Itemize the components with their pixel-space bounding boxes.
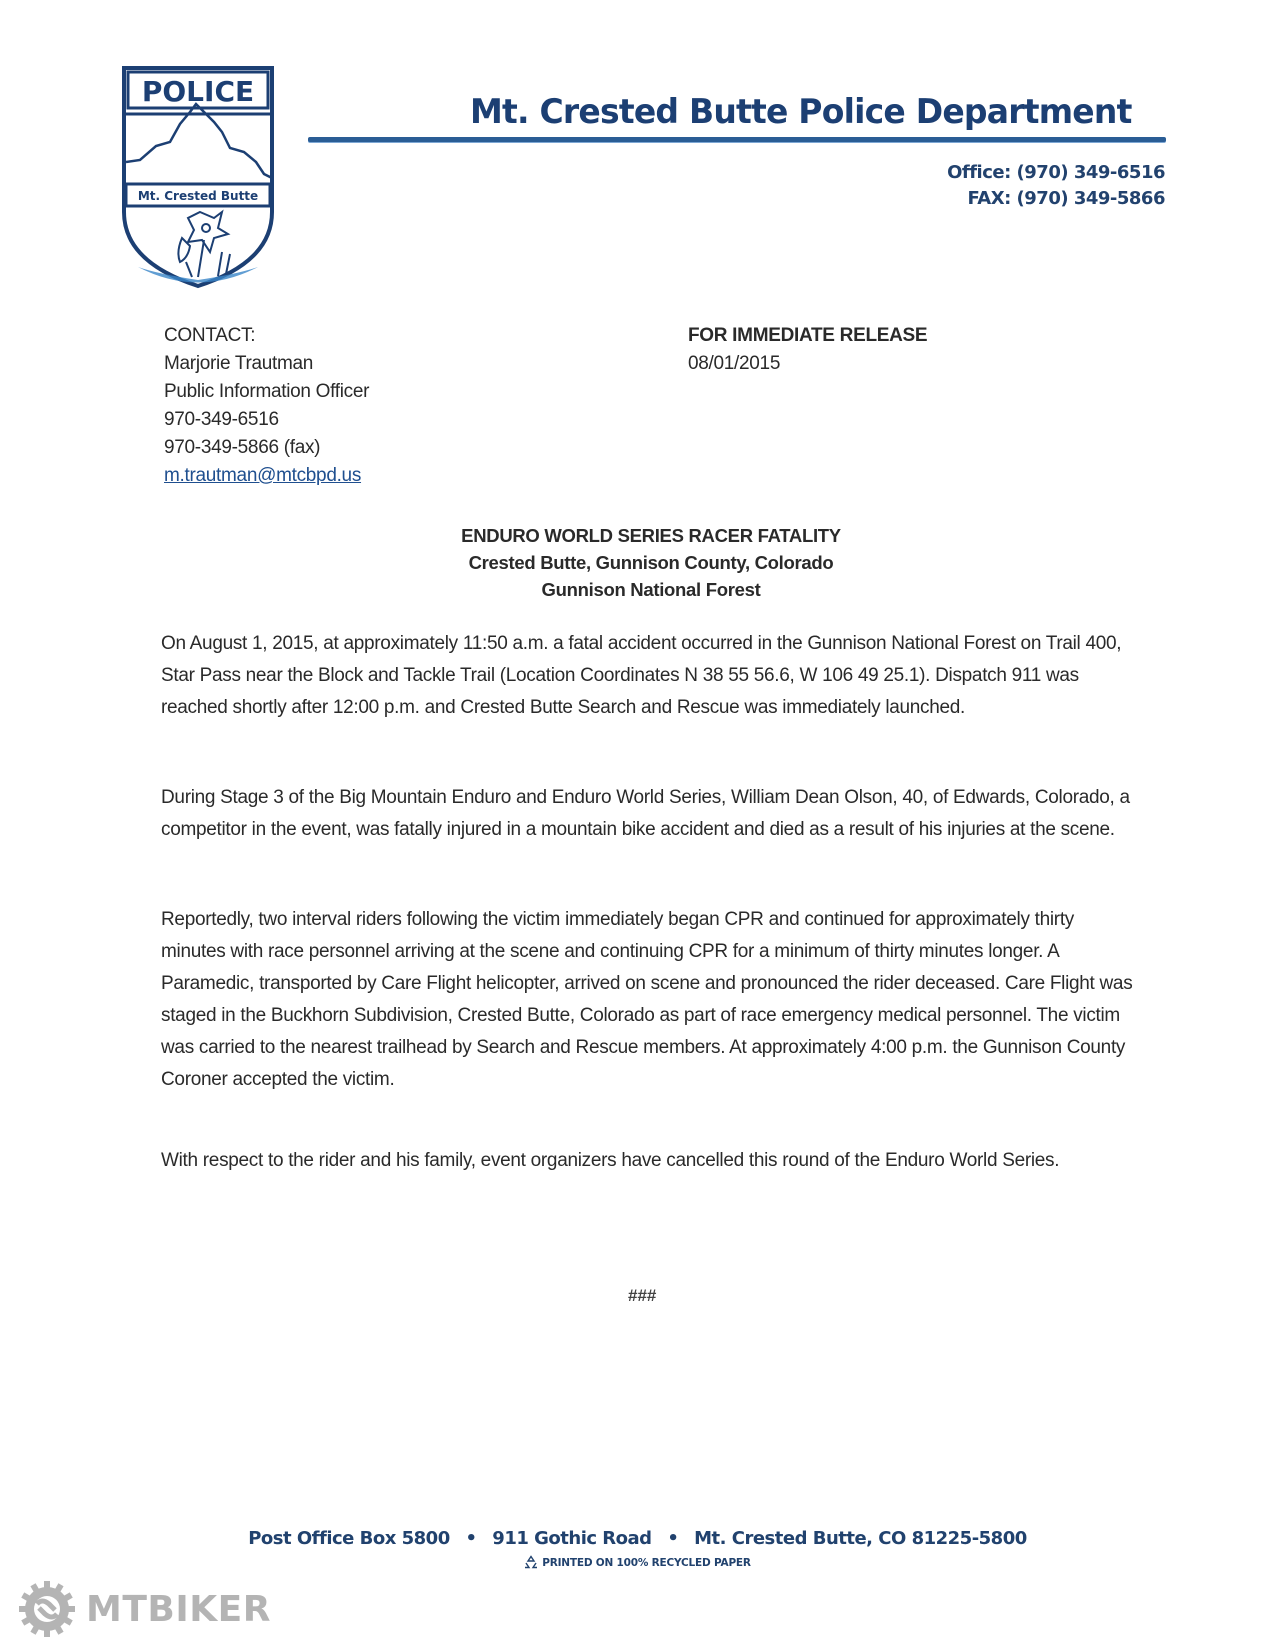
headline-location: Crested Butte, Gunnison County, Colorado: [468, 552, 834, 573]
headline-title: ENDURO WORLD SERIES RACER FATALITY: [461, 525, 841, 546]
police-shield-icon: [118, 62, 278, 290]
footer-separator: •: [667, 1528, 679, 1549]
body-paragraph: With respect to the rider and his family, event organizers have cancelled this round of the Enduro World Series.: [161, 1150, 1060, 1171]
department-name: Mt. Crested Butte Police Department: [470, 92, 1132, 132]
body-paragraph: Reportedly, two interval riders following the victim immediately began CPR and continued for approximately thirty minutes with race personnel arriving at the scene and continuing CPR for a minimum of thirty minutes longer. A Paramedic, transported by Care Flight helicopter, arrived on scene and pronounced the rider deceased. Care Flight was staged in the Buckhorn Subdivision, Crested Butte, Colorado as part of race emergency medical personnel. The victim was carried to the nearest trailhead by Search and Rescue members. At approximately 4:00 p.m. the Gunnison County Coroner accepted the victim.: [161, 909, 1133, 1090]
body-paragraph: During Stage 3 of the Big Mountain Enduro and Enduro World Series, William Dean Olson, 40, of Edwards, Colorado, a competitor in the event, was fatally injured in a mountain bike accident and died as a result of his injuries at the scene.: [161, 787, 1130, 840]
contact-block: [164, 322, 369, 490]
header-rule-divider: [308, 137, 1166, 142]
footer-city: Mt. Crested Butte, CO 81225-5800: [694, 1528, 1027, 1549]
mtbiker-watermark: [18, 1580, 271, 1638]
watermark-text: MTBIKER: [86, 1588, 271, 1630]
recycled-text: PRINTED ON 100% RECYCLED PAPER: [542, 1557, 751, 1569]
contact-email-link[interactable]: m.trautman@mtcbpd.us: [164, 465, 362, 486]
footer-recycled-note: [0, 1555, 1275, 1569]
footer-separator: •: [465, 1528, 477, 1549]
office-phone: Office: (970) 349-6516: [947, 162, 1165, 183]
gear-logo-icon: [18, 1580, 76, 1638]
police-badge-logo: [118, 62, 278, 290]
department-phones: [947, 160, 1165, 212]
footer-po-box: Post Office Box 5800: [248, 1528, 450, 1549]
body-paragraph: On August 1, 2015, at approximately 11:50 a.m. a fatal accident occurred in the Gunnison National Forest on Trail 400, Star Pass near the Block and Tackle Trail (Location Coordinates N 38 55 56.6, W 106 49 25.1). Dispatch 911 was reached shortly after 12:00 p.m. and Crested Butte Search and Rescue was immediately launched.: [161, 633, 1122, 718]
contact-phone: 970-349-6516: [164, 409, 279, 430]
footer-street: 911 Gothic Road: [492, 1528, 652, 1549]
recycle-icon: [524, 1555, 538, 1569]
release-label: FOR IMMEDIATE RELEASE: [688, 325, 928, 346]
contact-label: CONTACT:: [164, 325, 256, 346]
release-date: 08/01/2015: [688, 353, 781, 374]
footer-address: [0, 1528, 1275, 1549]
headline-block: [0, 522, 1275, 603]
headline-area: Gunnison National Forest: [541, 579, 761, 600]
end-mark: ###: [628, 1286, 657, 1305]
badge-town-text: Mt. Crested Butte: [137, 189, 259, 203]
release-block: [688, 322, 927, 378]
contact-name: Marjorie Trautman: [164, 353, 314, 374]
fax-phone: FAX: (970) 349-5866: [967, 188, 1165, 209]
contact-title: Public Information Officer: [164, 381, 370, 402]
contact-fax: 970-349-5866 (fax): [164, 437, 321, 458]
badge-police-text: POLICE: [141, 75, 255, 108]
